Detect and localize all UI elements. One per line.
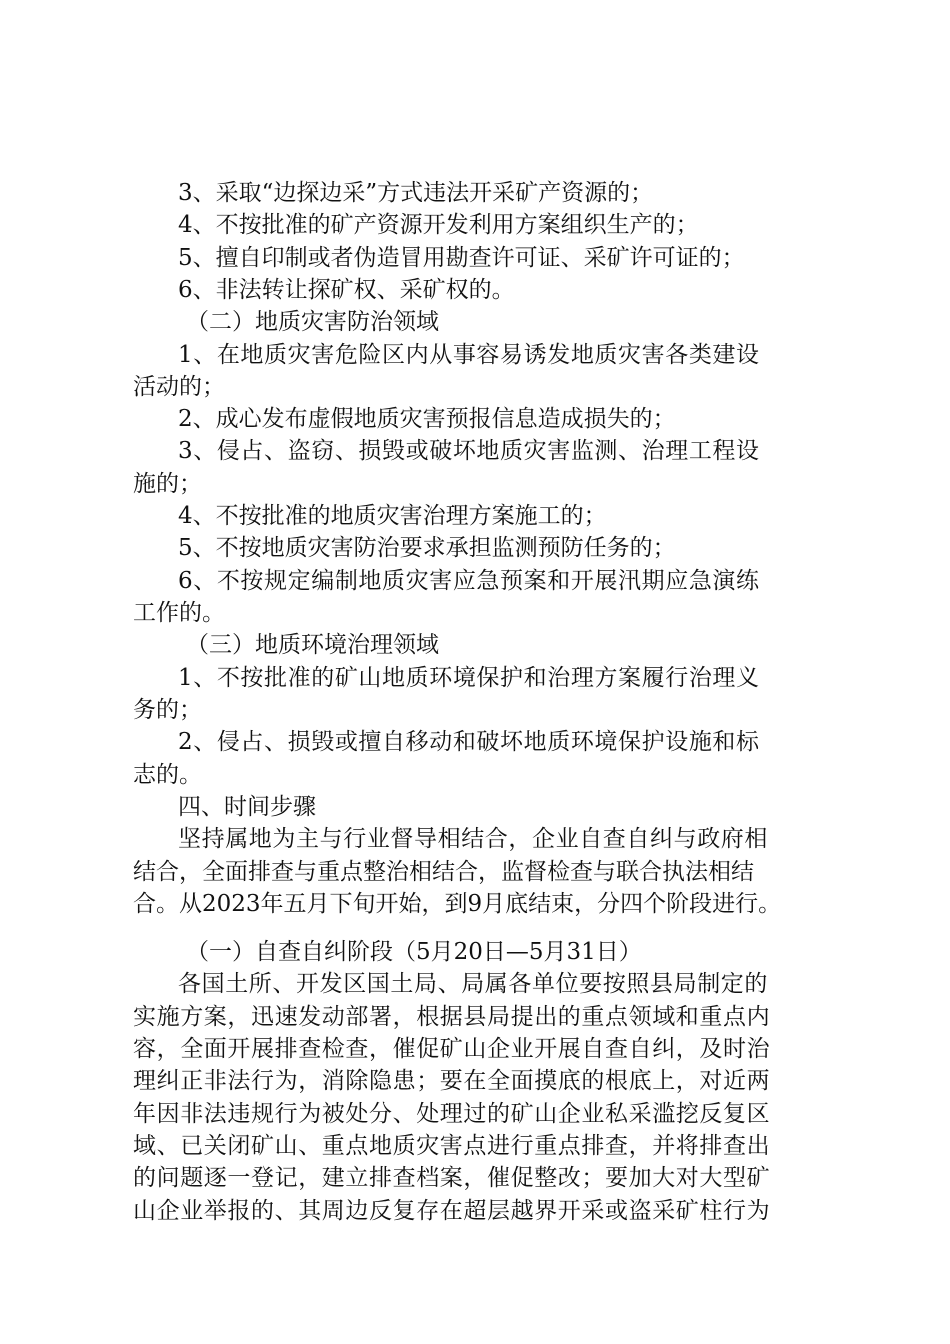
text-line-4: 6、非法转让探矿权、采矿权的。 bbox=[178, 277, 515, 303]
text-line-6: 1、在地质灾害危险区内从事容易诱发地质灾害各类建设 bbox=[178, 342, 760, 368]
subsection-heading-1: （一）自查自纠阶段（5月20日—5月31日） bbox=[186, 939, 642, 965]
text-line-11: 4、不按批准的地质灾害治理方案施工的； bbox=[178, 503, 607, 529]
text-line-9: 3、侵占、盗窃、损毁或破坏地质灾害监测、治理工程设 bbox=[178, 438, 760, 464]
text-line-17: 务的； bbox=[133, 697, 202, 723]
text-line-8: 2、成心发布虚假地质灾害预报信息造成损失的； bbox=[178, 406, 676, 432]
text-line-31: 的问题逐一登记，建立排查档案，催促整改；要加大对大型矿 bbox=[133, 1165, 771, 1191]
text-line-7: 活动的； bbox=[133, 374, 225, 400]
text-line-29: 年因非法违规行为被处分、处理过的矿山企业私采滥挖反复区 bbox=[133, 1101, 771, 1127]
text-line-28: 理纠正非法行为，消除隐患；要在全面摸底的根底上，对近两 bbox=[133, 1068, 771, 1094]
text-line-13: 6、不按规定编制地质灾害应急预案和开展汛期应急演练 bbox=[178, 568, 760, 594]
text-line-1: 3、采取“边探边采”方式违法开采矿产资源的； bbox=[178, 180, 654, 206]
text-line-12: 5、不按地质灾害防治要求承担监测预防任务的； bbox=[178, 535, 676, 561]
text-line-26: 实施方案，迅速发动部署，根据县局提出的重点领域和重点内 bbox=[133, 1004, 771, 1030]
text-line-25: 各国土所、开发区国土局、局属各单位要按照县局制定的 bbox=[178, 971, 768, 997]
text-line-3: 5、擅自印制或者伪造冒用勘查许可证、采矿许可证的； bbox=[178, 245, 745, 271]
section-heading-2: （二）地质灾害防治领域 bbox=[186, 309, 439, 335]
text-line-14: 工作的。 bbox=[133, 600, 225, 626]
text-line-22: 结合，全面排查与重点整治相结合，监督检查与联合执法相结 bbox=[133, 859, 754, 885]
section-heading-4: 四、时间步骤 bbox=[178, 794, 316, 820]
text-line-32: 山企业举报的、其周边反复存在超层越界开采或盗采矿柱行为 bbox=[133, 1198, 771, 1224]
text-line-18: 2、侵占、损毁或擅自移动和破坏地质环境保护设施和标 bbox=[178, 729, 760, 755]
text-line-30: 域、已关闭矿山、重点地质灾害点进行重点排查，并将排查出 bbox=[133, 1133, 771, 1159]
section-heading-3: （三）地质环境治理领域 bbox=[186, 632, 439, 658]
text-line-16: 1、不按批准的矿山地质环境保护和治理方案履行治理义 bbox=[178, 665, 760, 691]
text-line-10: 施的； bbox=[133, 471, 202, 497]
text-line-21: 坚持属地为主与行业督导相结合，企业自查自纠与政府相 bbox=[178, 826, 768, 852]
text-line-2: 4、不按批准的矿产资源开发利用方案组织生产的； bbox=[178, 212, 699, 238]
text-line-23: 合。从2023年五月下旬开始，到9月底结束，分四个阶段进行。 bbox=[133, 891, 782, 917]
text-line-19: 志的。 bbox=[133, 762, 202, 788]
text-line-27: 容，全面开展排查检查，催促矿山企业开展自查自纠，及时治 bbox=[133, 1036, 771, 1062]
